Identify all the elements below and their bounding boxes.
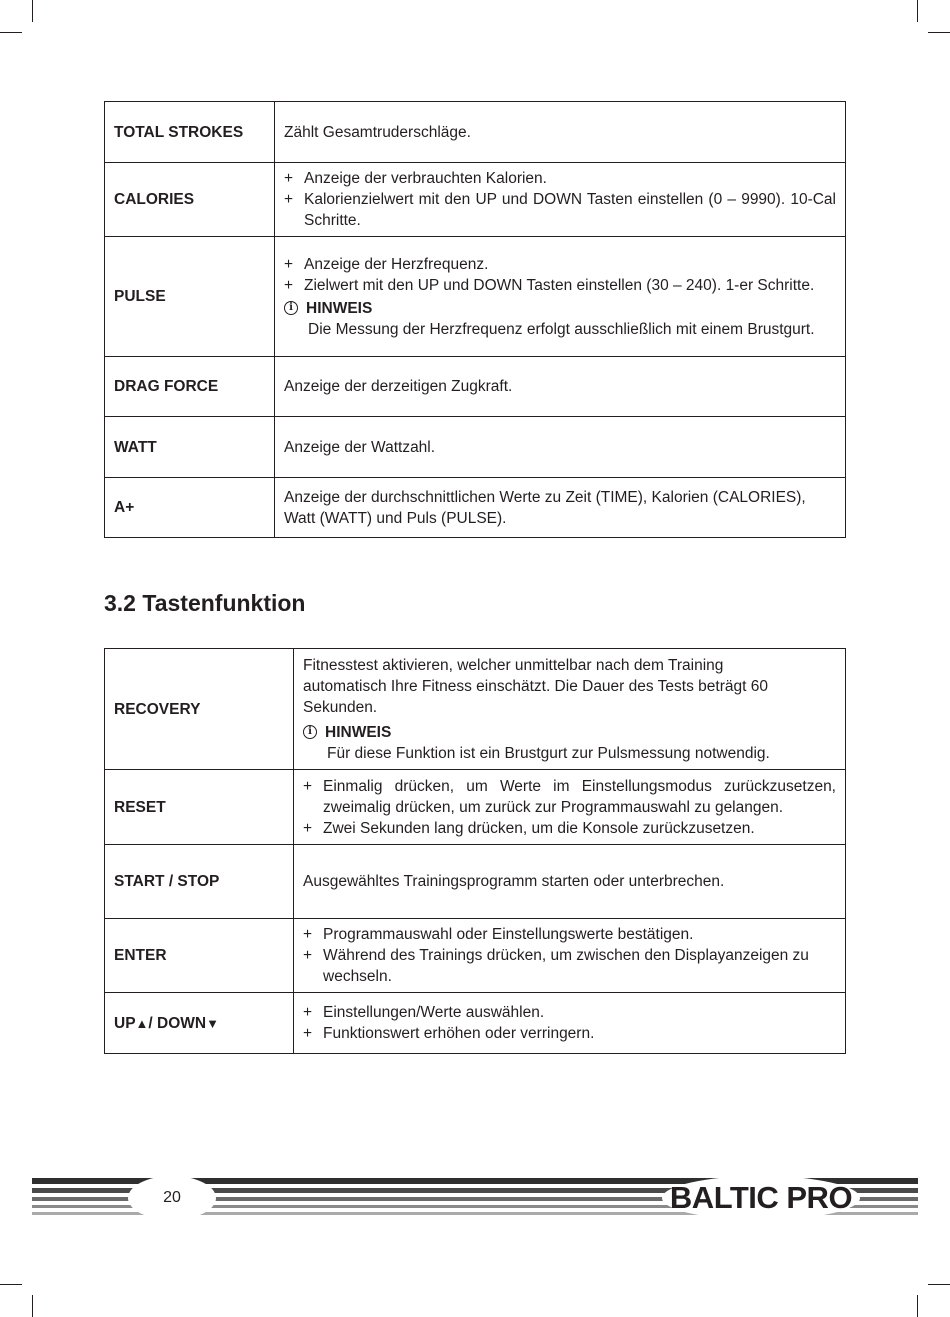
row-label: A+ (105, 478, 275, 538)
row-description: Anzeige der durchschnittlichen Werte zu Zeit (TIME), Kalorien (CALORIES), Watt (WATT) und Puls (PULSE). (275, 478, 846, 538)
table-row (105, 993, 846, 1054)
crop-mark (928, 1284, 950, 1285)
crop-mark (928, 32, 950, 33)
note-text: Für diese Funktion ist ein Brustgurt zur Pulsmessung notwendig. (327, 744, 770, 762)
table-row (105, 237, 846, 357)
table-row (105, 770, 846, 845)
table-row (105, 417, 846, 478)
page-footer (0, 1176, 950, 1222)
down-arrow-icon: ▼ (206, 1015, 219, 1031)
row-description (294, 919, 846, 993)
list-item: + Einstellungen/Werte auswählen. (303, 1004, 545, 1021)
row-label: PULSE (105, 237, 275, 357)
bullet-list (303, 776, 836, 839)
list-item: + Funktionswert erhöhen oder verringern. (303, 1025, 595, 1042)
section-title: 3.2 Tastenfunktion (104, 590, 306, 616)
list-item: + Programmauswahl oder Einstellungswerte bestätigen. (303, 926, 694, 943)
row-label: UP▲/ DOWN▼ (105, 993, 294, 1054)
info-icon: i (284, 301, 298, 315)
row-label: TOTAL STROKES (105, 102, 275, 163)
list-item: + Einmalig drücken, um Werte im Einstellungsmodus zurückzusetzen, zweimalig drücken, um zurück zur Programmauswahl zu gelangen. (303, 777, 836, 816)
crop-mark (917, 0, 918, 22)
bullet-list (303, 924, 836, 987)
row-label: RESET (105, 770, 294, 845)
row-description: Zählt Gesamtruderschläge. (275, 102, 846, 163)
row-description (294, 770, 846, 845)
crop-mark (32, 1295, 33, 1317)
list-item: + Während des Trainings drücken, um zwischen den Displayanzeigen zu wechseln. (303, 947, 809, 985)
note-text: Die Messung der Herzfrequenz erfolgt ausschließlich mit einem Brustgurt. (308, 320, 815, 338)
row-label: DRAG FORCE (105, 357, 275, 417)
row-label: START / STOP (105, 845, 294, 919)
row-text: Fitnesstest aktivieren, welcher unmittelbar nach dem Training automatisch Ihre Fitness einschätzt. Die Dauer des Tests beträgt 60 Sekunden. (303, 656, 768, 716)
table-row (105, 102, 846, 163)
crop-mark (32, 0, 33, 22)
table-row (105, 163, 846, 237)
row-label: RECOVERY (105, 649, 294, 770)
row-description (275, 163, 846, 237)
display-functions-table (104, 101, 846, 538)
note-heading: i HINWEIS (284, 298, 836, 319)
crop-mark (917, 1295, 918, 1317)
table-row (105, 845, 846, 919)
row-description: Anzeige der Wattzahl. (275, 417, 846, 478)
list-item: + Zielwert mit den UP und DOWN Tasten einstellen (30 – 240). 1-er Schritte. (284, 276, 815, 294)
row-description (275, 237, 846, 357)
bullet-list (303, 1002, 836, 1044)
list-item: + Kalorienzielwert mit den UP und DOWN Tasten einstellen (0 – 9990). 10-Cal Schritte. (284, 191, 836, 229)
button-functions-table (104, 648, 846, 1054)
list-item: + Anzeige der verbrauchten Kalorien. (284, 170, 547, 187)
table-row (105, 478, 846, 538)
info-icon: i (303, 725, 317, 739)
row-label: CALORIES (105, 163, 275, 237)
crop-mark (0, 32, 22, 33)
row-description (294, 993, 846, 1054)
row-label: WATT (105, 417, 275, 478)
bullet-list (284, 254, 836, 296)
row-description: Anzeige der derzeitigen Zugkraft. (275, 357, 846, 417)
table-row (105, 649, 846, 770)
brand-logo: BALTIC PRO (662, 1176, 860, 1220)
crop-mark (0, 1284, 22, 1285)
page-number: 20 (128, 1176, 216, 1220)
row-description: Ausgewähltes Trainingsprogramm starten oder unterbrechen. (294, 845, 846, 919)
list-item: + Anzeige der Herzfrequenz. (284, 255, 489, 273)
table-row (105, 357, 846, 417)
list-item: + Zwei Sekunden lang drücken, um die Konsole zurückzusetzen. (303, 819, 755, 837)
up-arrow-icon: ▲ (135, 1015, 149, 1031)
row-description (294, 649, 846, 770)
row-label: ENTER (105, 919, 294, 993)
table-row (105, 919, 846, 993)
note-heading: i HINWEIS (303, 722, 836, 743)
bullet-list (284, 168, 836, 231)
